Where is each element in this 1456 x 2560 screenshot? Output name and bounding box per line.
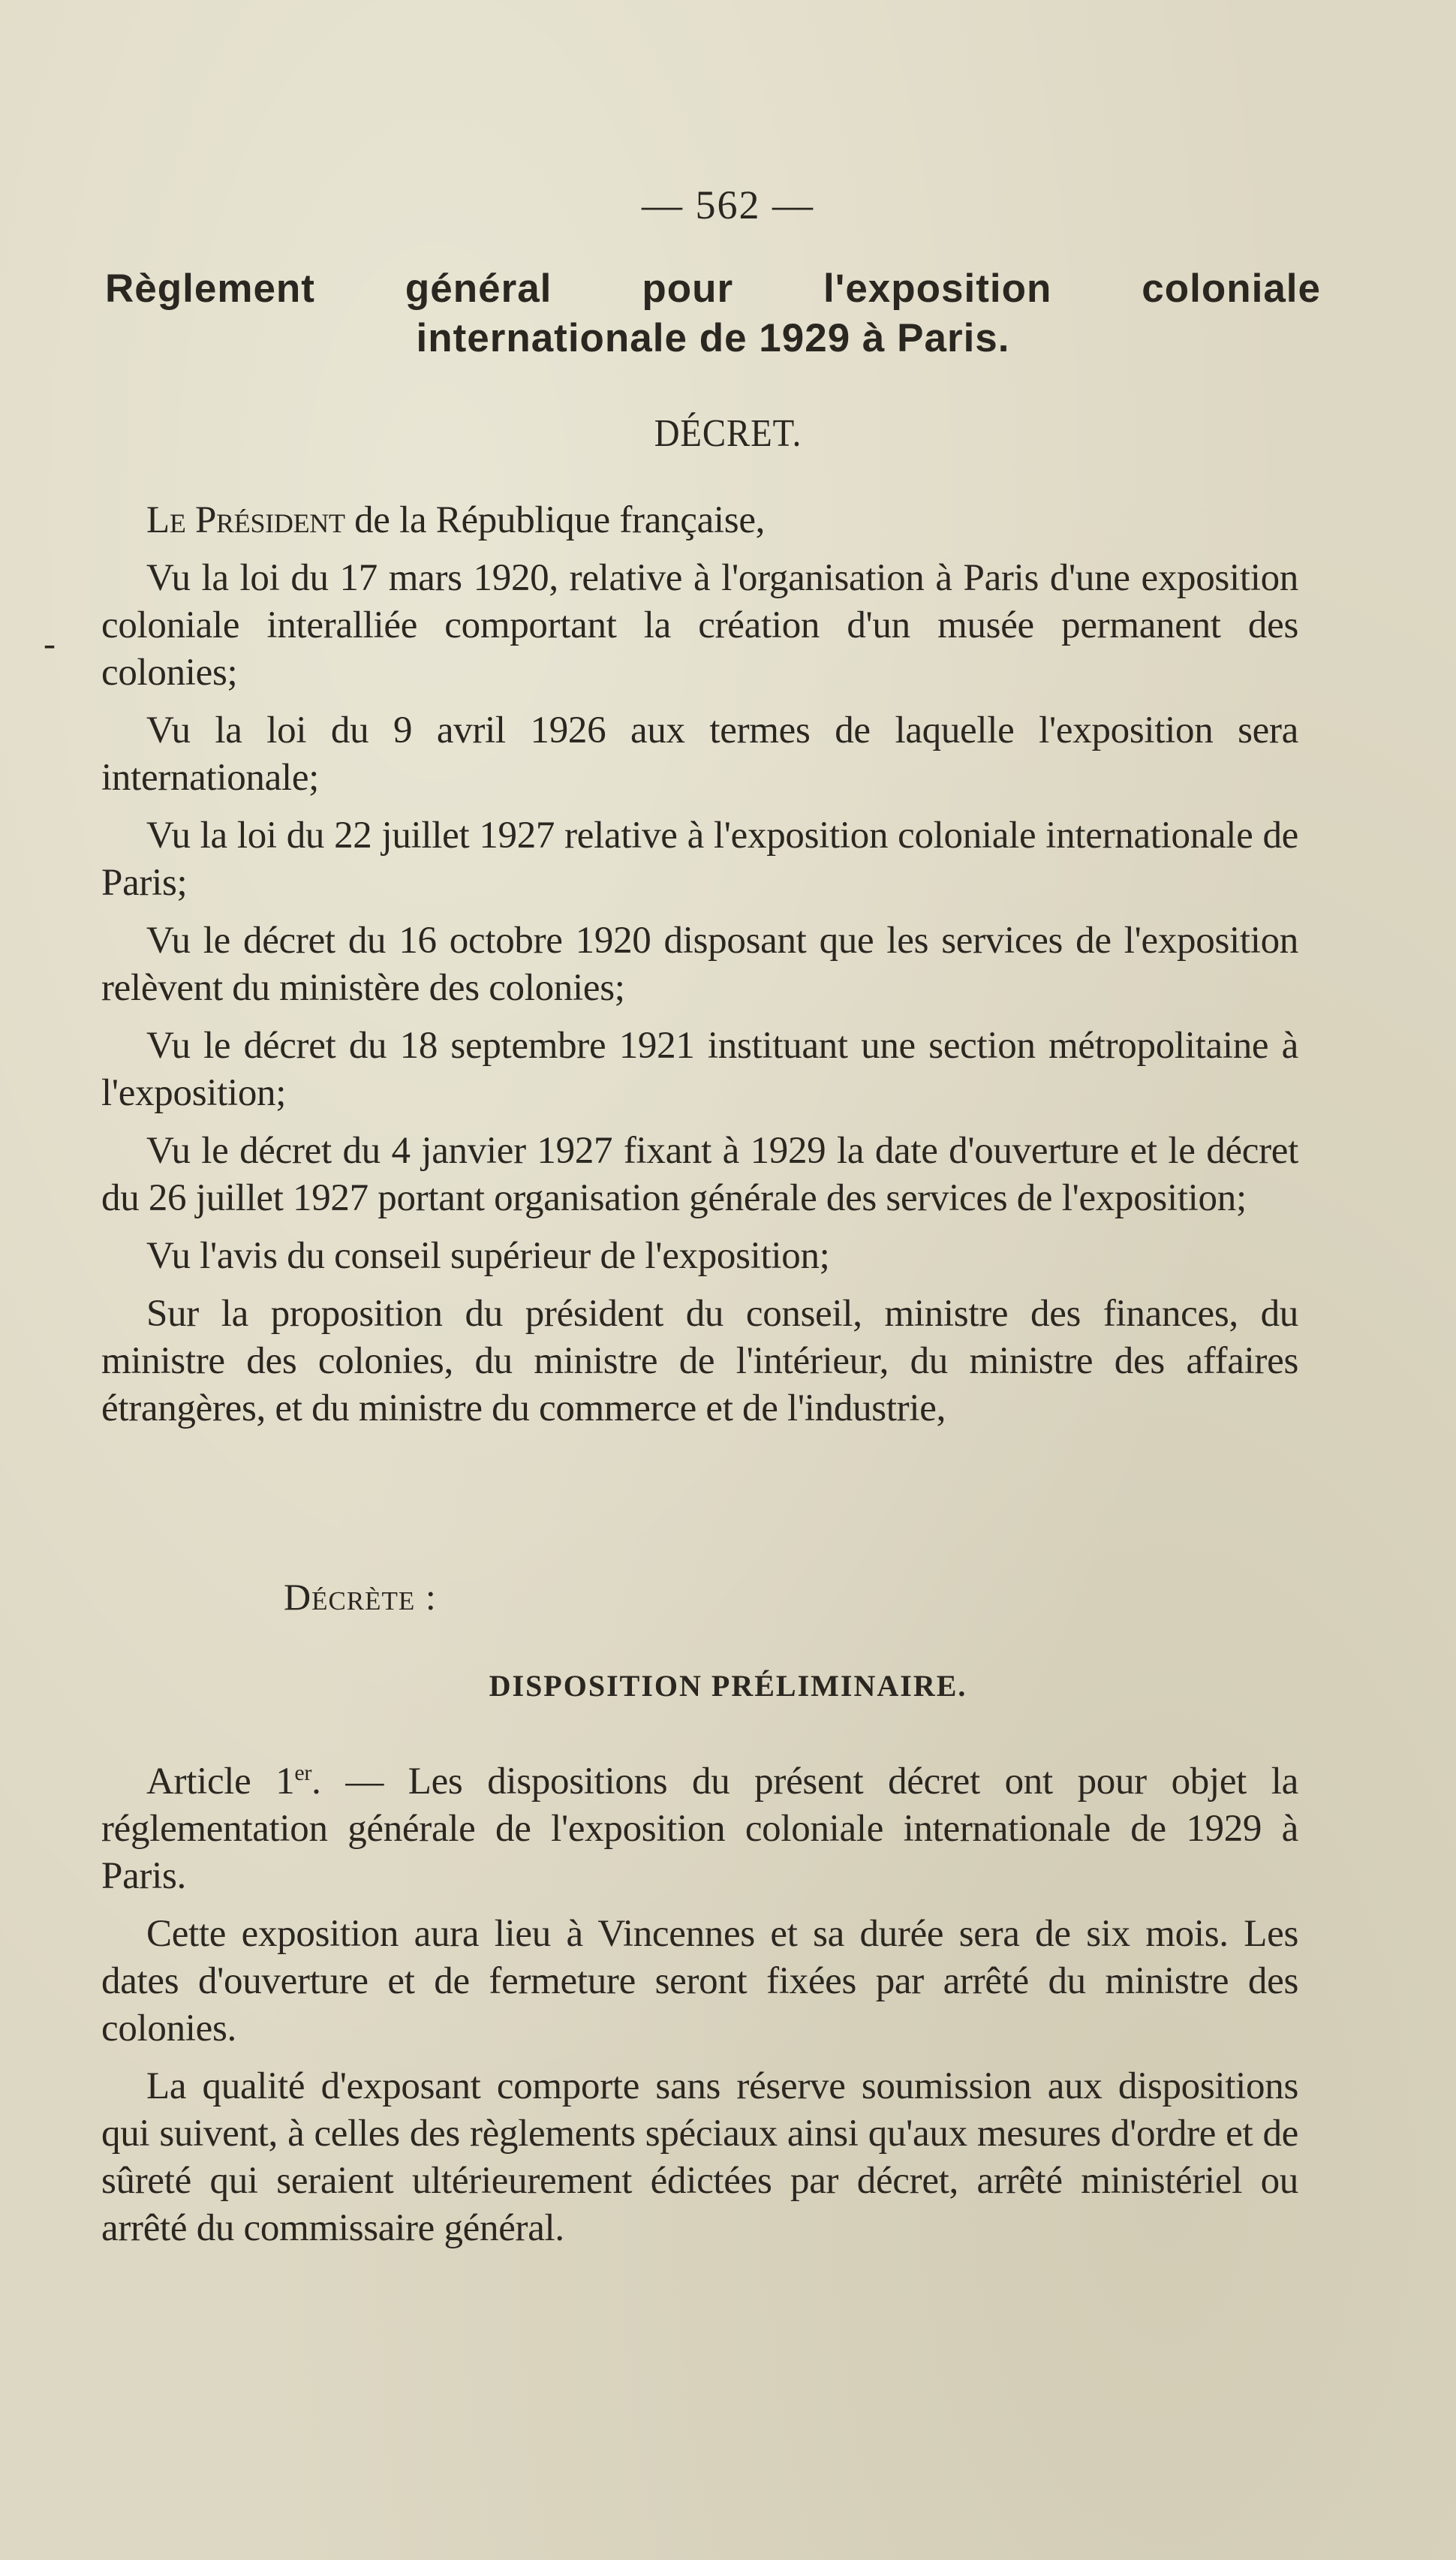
considerant-1: Vu la loi du 17 mars 1920, relative à l'organisation à Paris d'une exposition coloniale interalliée comportant la création d'un musée permanent des colonies; [101, 557, 1298, 694]
article-1-paragraph [101, 1749, 1298, 1900]
title-line-2: internationale de 1929 à Paris. [416, 316, 1010, 360]
page-number: — 562 — [642, 182, 814, 227]
article-paragraph-2: Cette exposition aura lieu à Vincennes et sa durée sera de six mois. Les dates d'ouverture et de fermeture seront fixées par arrêté du ministre des colonies. [101, 1913, 1298, 2050]
margin-mark: - [44, 624, 56, 664]
preamble [101, 497, 1298, 1432]
article-1 [101, 1749, 1298, 2252]
document-title [105, 264, 1321, 363]
president-smallcaps: Le Président [146, 499, 345, 541]
decrete-heading: Décrète : [284, 1576, 437, 1618]
article-superscript: er [294, 1760, 312, 1785]
disposition-heading: DISPOSITION PRÉLIMINAIRE. [489, 1669, 967, 1703]
considerant-4: Vu le décret du 16 octobre 1920 disposant que les services de l'exposition relèvent du ministère des colonies; [101, 920, 1298, 1009]
considerant-2: Vu la loi du 9 avril 1926 aux termes de laquelle l'exposition sera internationale; [101, 709, 1298, 799]
considerant-7: Vu l'avis du conseil supérieur de l'exposition; [146, 1235, 830, 1277]
title-line-1: Règlement général pour l'exposition coloniale [105, 267, 1321, 311]
president-line [101, 497, 1298, 544]
article-paragraph-3: La qualité d'exposant comporte sans réserve soumission aux dispositions qui suivent, à celles des règlements spéciaux ainsi qu'aux mesures d'ordre et de sûreté qui seraient ultérieurement édictées par décret, arrêté ministériel ou arrêté du commissaire général. [101, 2065, 1298, 2249]
considerant-3: Vu la loi du 22 juillet 1927 relative à l'exposition coloniale internationale de Paris; [101, 815, 1298, 904]
decret-heading: DÉCRET. [654, 412, 802, 455]
considerant-8: Sur la proposition du président du conseil, ministre des finances, du ministre des colonies, du ministre de l'intérieur, du ministre des affaires étrangères, et du ministre du commerce et de l'industrie, [101, 1293, 1298, 1429]
article-label: Article 1 [146, 1760, 295, 1803]
considerant-6: Vu le décret du 4 janvier 1927 fixant à 1929 la date d'ouverture et le décret du 26 juillet 1927 portant organisation générale des services de l'exposition; [101, 1130, 1298, 1219]
article-text: . — Les dispositions du présent décret ont pour objet la réglementation générale de l'exposition coloniale internationale de 1929 à Paris. [101, 1760, 1298, 1897]
considerant-5: Vu le décret du 18 septembre 1921 instituant une section métropolitaine à l'exposition; [101, 1025, 1298, 1114]
president-rest: de la République française, [344, 499, 766, 541]
